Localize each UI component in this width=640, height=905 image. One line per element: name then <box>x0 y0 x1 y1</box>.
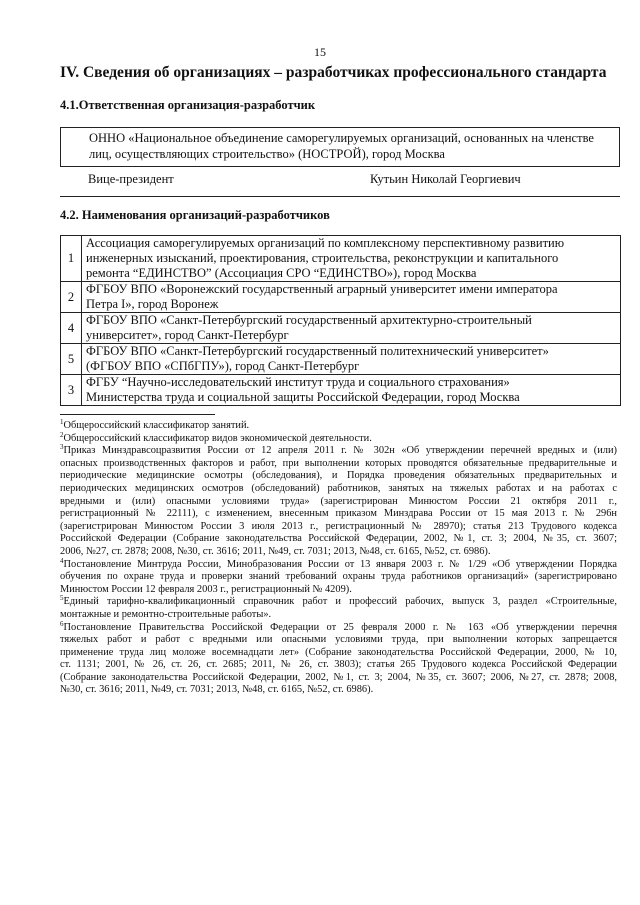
footnote-text: (зарегистрирован Минюстом России 3 июля 2013 г., регистрационный № 28970); статья 213 Трудового кодекса <box>60 520 617 532</box>
footnote-text: Российской Федерации (Собрание законодательства Российской Федерации, 2002, №1, ст. 3; 2004, №35, ст. 3607; <box>60 533 617 545</box>
footnote-line <box>60 609 617 622</box>
footnote-marker: 3 <box>60 443 64 452</box>
footnote <box>60 445 617 558</box>
footnote-marker: 5 <box>60 594 64 603</box>
footnote-line <box>60 659 617 672</box>
footnote-line <box>60 521 617 534</box>
developer-row <box>61 236 621 282</box>
footnote-text: (Собрание законодательства Российской Федерации, 2002, №1, ст. 3; 2004, №35, ст. 3607; 2006, №27, ст. 2878; 2008, <box>60 671 617 683</box>
developer-name-line: ФГБУ “Научно-исследовательский институт труда и социального страхования» <box>86 375 510 389</box>
section-title: IV. Сведения об организациях – разработчиках профессионального стандарта <box>60 64 607 81</box>
footnote-text: Общероссийский классификатор видов экономической деятельности. <box>63 432 372 444</box>
footnote-text: вредными и (или) опасными условиями труда» (зарегистрирован Минюстом России 21 октября 2011 г., <box>60 495 617 507</box>
footnote-line <box>60 556 617 572</box>
developers-heading: 4.2. Наименования организаций-разработчиков <box>60 208 330 222</box>
footnote-line <box>60 546 617 559</box>
developer-number: 3 <box>61 375 82 406</box>
developer-name-line: Петра I», город Воронеж <box>86 297 219 311</box>
responsible-heading: 4.1.Ответственная организация-разработчик <box>60 98 316 112</box>
footnote <box>60 619 617 698</box>
developer-name <box>82 313 621 344</box>
footnotes <box>60 420 617 697</box>
footnote-line <box>60 496 617 509</box>
developer-name-line: Ассоциация саморегулируемых организаций по комплексному перспективному развитию <box>86 236 565 250</box>
developer-number: 1 <box>61 236 82 282</box>
footnote <box>60 430 617 446</box>
developers-table <box>60 235 621 406</box>
footnote-marker: 2 <box>60 430 64 439</box>
responsible-org-box <box>60 127 620 167</box>
footnote-text: ст. 1131; 2001, № 26, ст. 26, ст. 2685; 2011, № 26, ст. 3803); статья 265 Трудового кодекса Российской Федерации <box>60 659 617 671</box>
footnote-line <box>60 684 617 697</box>
developer-row <box>61 313 621 344</box>
footnote-text: периодических медицинских осмотров (обследований) работников, занятых на тяжелых работах и на работах с <box>60 482 617 494</box>
footnote-line <box>60 430 617 446</box>
footnote-text: 2006, №27, ст. 2878; 2008, №30, ст. 3616; 2011, №49, ст. 7031; 2013, №48, ст. 6165, №52, ст. 6986). <box>60 545 491 557</box>
footnote-text: Общероссийский классификатор занятий. <box>63 420 250 431</box>
footnote-text: регистрационный № 22111), с изменением, внесенным приказом Минздрава России от 15 мая 2013 г. № 296н <box>60 508 617 520</box>
footnote-line <box>60 483 617 496</box>
footnote-line <box>60 647 617 660</box>
developer-name-line: инженерных изысканий, проектирования, строительства, реконструкции и капитального <box>86 251 559 265</box>
footnote-line <box>60 584 617 597</box>
footnote-marker: 4 <box>60 556 64 565</box>
developer-name-line: (ФГБОУ ВПО «СПбГПУ»), город Санкт-Петербург <box>86 359 360 373</box>
footnote-line <box>60 672 617 685</box>
footnote-line <box>60 571 617 584</box>
developer-row <box>61 282 621 313</box>
signature-row <box>60 170 620 197</box>
footnote-text: монтажные и ремонтно-строительные работы». <box>60 608 272 620</box>
footnote-text: Постановление Минтруда России, Минобразования России от 13 января 2003 г. № 1/29 «Об утверждении Порядка <box>63 558 617 570</box>
footnote-marker: 1 <box>60 418 64 426</box>
footnote-text: применение труда лиц моложе восемнадцати лет» (Собрание законодательства Российской Федерации, 2000, № 10, <box>60 646 617 658</box>
developer-name-line: ФГБОУ ВПО «Санкт-Петербургский государственный политехнический университет» <box>86 344 549 358</box>
footnote <box>60 556 617 597</box>
footnote-line <box>60 470 617 483</box>
footnote-line <box>60 619 617 635</box>
footnote-line <box>60 420 617 433</box>
footnote-line <box>60 533 617 546</box>
footnote-marker: 6 <box>60 619 64 628</box>
footnote <box>60 420 617 433</box>
footnote-separator <box>60 414 215 415</box>
footnote-text: тяжелых работ и работ с вредными или опасными условиями труда, при выполнении которых запрещается <box>60 634 617 646</box>
developer-row <box>61 375 621 406</box>
footnote-text: Единый тарифно-квалификационный справочник работ и профессий рабочих, выпуск 3, раздел «Строительные, <box>63 596 617 608</box>
footnote-text: Постановление Правительства Российской Федерации от 25 февраля 2000 г. № 163 «Об утверждении перечня <box>63 621 617 633</box>
signatory-position: Вице-президент <box>88 172 174 186</box>
developer-name-line: ФГБОУ ВПО «Санкт-Петербургский государственный архитектурно-строительный <box>86 313 532 327</box>
footnote-text: опасных производственных факторов и работ, при выполнении которых проводятся обязательные предварительные и <box>60 457 617 469</box>
footnote-line <box>60 508 617 521</box>
footnote-text: периодические медицинские осмотры (обследования), и Порядка проведения обязательных предварительных и <box>60 470 617 482</box>
developer-name-line: университет», город Санкт-Петербург <box>86 328 289 342</box>
responsible-org-line: ОННО «Национальное объединение саморегулируемых организаций, основанных на членстве <box>89 131 594 145</box>
developer-name-line: ФГБОУ ВПО «Воронежский государственный аграрный университет имени императора <box>86 282 558 296</box>
developer-name <box>82 375 621 406</box>
footnote-text: №30, ст. 3616; 2011, №49, ст. 7031; 2013, №48, ст. 6165, №52, ст. 6986). <box>60 684 374 696</box>
developer-number: 4 <box>61 313 82 344</box>
footnote-text: обучения по охране труда и проверки знаний требований охраны труда работников организаций» (зарегистрировано <box>60 571 617 583</box>
developer-name <box>82 344 621 375</box>
footnote-text: Минюстом России 12 февраля 2003 г., регистрационный № 4209). <box>60 583 352 595</box>
developer-name <box>82 236 621 282</box>
footnote-line <box>60 445 617 458</box>
developer-name-line: ремонта “ЕДИНСТВО” (Ассоциация СРО “ЕДИНСТВО»), город Москва <box>86 266 477 280</box>
footnote-text: Приказ Минздравсоцразвития России от 12 апреля 2011 г. № 302н «Об утверждении перечней вредных и (или) <box>63 445 617 457</box>
responsible-org-line: лиц, осуществляющих строительство» (НОСТРОЙ), город Москва <box>89 147 445 161</box>
page-number: 15 <box>314 45 326 59</box>
signatory-name: Кутьин Николай Георгиевич <box>370 172 521 186</box>
footnote <box>60 596 617 621</box>
footnote-line <box>60 596 617 609</box>
footnote-line <box>60 634 617 647</box>
developer-name <box>82 282 621 313</box>
developer-name-line: Министерства труда и социальной защиты Российской Федерации, город Москва <box>86 390 520 404</box>
footnote-line <box>60 458 617 471</box>
developer-row <box>61 344 621 375</box>
developer-number: 5 <box>61 344 82 375</box>
developer-number: 2 <box>61 282 82 313</box>
